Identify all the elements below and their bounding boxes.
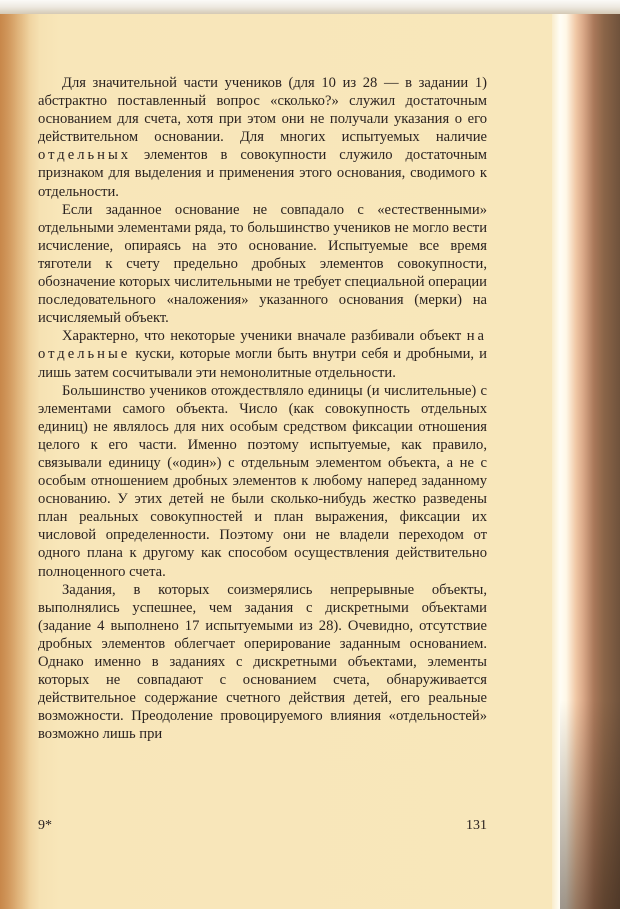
- emphasis-spaced-text: на отдельные: [38, 328, 487, 363]
- corner-shadow: [560, 700, 620, 909]
- paragraph-3-text-start: Характерно, что некоторые ученики вначале разбивали объект: [62, 328, 467, 345]
- paragraph-5: Задания, в которых соизмерялись непрерывные объекты, выполнялись успешнее, чем задания с дискретными объектами (задание 4 выполнено 17 испытуемыми из 28). Очевидно, отсутствие дробных элементов облегчает оперирование заданным основанием. Однако именно в заданиях с дискретными объектами, элементы которых не совпадают с основанием счета, обнаруживается действительное содержание счетного действия детей, его реальные возможности. Преодоление провоцируемого влияния «отдельностей» возможно лишь при: [38, 581, 487, 743]
- signature-mark: 9*: [38, 818, 52, 833]
- page-footer: [38, 818, 487, 836]
- paragraph-1: [38, 74, 487, 201]
- paragraph-4: Большинство учеников отождествляло единицы (и числительные) с элементами самого объекта. Число (как совокупность отдельных единиц) не являлось для них особым средством фиксации отношения целого к его части. Именно поэтому испытуемые, как правило, связывали единицу («один») с отдельным элементом объекта, а не с особым отношением дробных элементов к любому наперед заданному основанию. У этих детей не были сколько-нибудь жестко разведены план реальных совокупностей и план выражения, фиксации их числовой определенности. Поэтому они не владели переходом от одного плана к другому как способом осуществления действительно полноценного счета.: [38, 382, 487, 580]
- paragraph-2: Если заданное основание не совпадало с «естественными» отдельными элементами ряда, то большинство учеников не могло вести исчисление, опираясь на это основание. Испытуемые все время тяготели к счету предельно дробных элементов совокупности, обозначение которых числительными не требует специальной операции последовательного «наложения» указанного основания (мерки) на исчисляемый объект.: [38, 201, 487, 327]
- page-number: 131: [466, 818, 487, 833]
- paragraph-1-text-start: Для значительной части учеников (для 10 из 28 — в задании 1) абстрактно поставленный вопрос «сколько?» служил достаточным основанием для счета, хотя при этом они не получали указания о его действительном основании. Для многих испытуемых наличие: [38, 75, 487, 146]
- paragraph-3: [38, 327, 487, 381]
- paragraph-3-text-end: куски, которые могли быть внутри себя и дробными, и лишь затем сосчитывали эти немонолитные отдельности.: [38, 346, 487, 381]
- emphasis-spaced-text: отдельных: [38, 147, 132, 164]
- page-text-body: [38, 74, 487, 743]
- page-left-shading: [0, 14, 30, 909]
- paragraph-1-text-end: элементов в совокупности служило достаточным признаком для выделения и применения этого основания, сводимого к отдельности.: [38, 147, 487, 200]
